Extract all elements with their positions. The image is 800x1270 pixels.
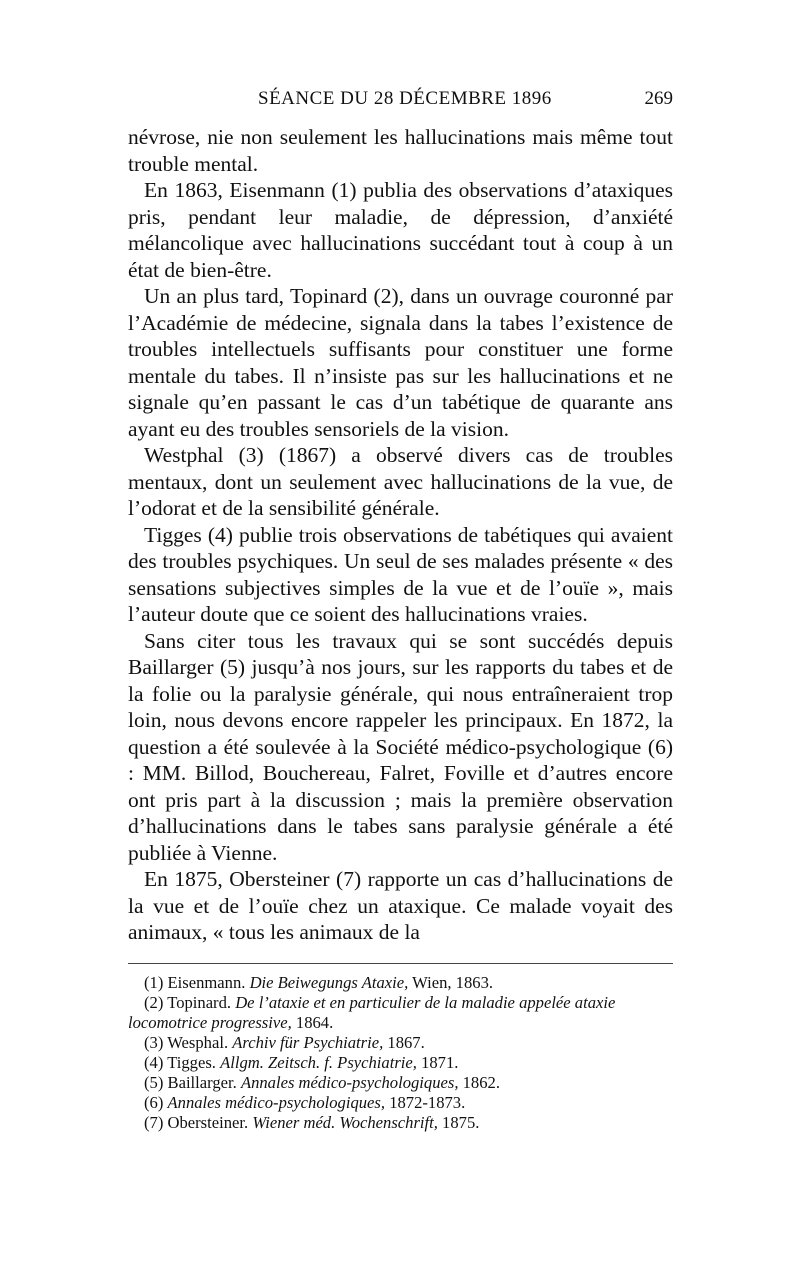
footnote-author: Wesphal. [167, 1033, 229, 1052]
footnote-author: Eisenmann. [167, 973, 246, 992]
footnote-number: (4) [144, 1053, 164, 1072]
footnote-author: Tigges. [167, 1053, 216, 1072]
paragraph: névrose, nie non seulement les hallucinations mais même tout trouble mental. [128, 125, 673, 176]
footnote-author: Topinard. [167, 993, 232, 1012]
footnote-number: (2) [144, 993, 164, 1012]
footnote-title: De l’ataxie et en particulier de la maladie appelée ataxie locomotrice progressive, [128, 993, 616, 1032]
footnote-title: Wiener méd. Wochenschrift, [252, 1113, 438, 1132]
paragraph: En 1863, Eisenmann (1) publia des observations d’ataxiques pris, pendant leur maladie, de dépression, d’anxiété mélancolique avec hallucinations succédant tout à coup à un état de bien-être. [128, 178, 673, 282]
footnote-number: (6) [144, 1093, 164, 1112]
footnote-rest: 1864. [295, 1013, 334, 1032]
footnote [128, 993, 673, 1033]
footnote-title: Allgm. Zeitsch. f. Psychiatrie, [220, 1053, 417, 1072]
footnote-title: Archiv für Psychiatrie, [232, 1033, 384, 1052]
footnote-rest: 1872-1873. [389, 1093, 466, 1112]
footnote-rest: 1875. [442, 1113, 480, 1132]
footnote-rest: 1862. [462, 1073, 500, 1092]
footnote-number: (3) [144, 1033, 164, 1052]
paragraph: Sans citer tous les travaux qui se sont succédés depuis Baillarger (5) jusqu’à nos jours, sur les rapports du tabes et de la folie ou la paralysie générale, qui nous entraîneraient trop loin, nous devons encore rappeler les principaux. En 1872, la question a été soulevée à la Société médico-psychologique (6) : MM. Billod, Bouchereau, Falret, Foville et d’autres encore ont pris part à la discussion ; mais la première observation d’hallucinations dans le tabes sans paralysie générale a été publiée à Vienne. [128, 628, 673, 865]
footnote [128, 973, 673, 993]
footnote [128, 1033, 673, 1053]
paragraph: Westphal (3) (1867) a observé divers cas de troubles mentaux, dont un seulement avec hallucinations de la vue, de l’odorat et de la sensibilité générale. [128, 443, 673, 520]
footnote-rest: 1867. [387, 1033, 425, 1052]
footnote-rule [128, 963, 673, 964]
footnote [128, 1113, 673, 1133]
body-text [128, 124, 673, 946]
footnote-number: (1) [144, 973, 164, 992]
paragraph: En 1875, Obersteiner (7) rapporte un cas d’hallucinations de la vue et de l’ouïe chez un ataxique. Ce malade voyait des animaux, « tous les animaux de la [128, 867, 673, 944]
running-head [128, 88, 673, 118]
paragraph: Tigges (4) publie trois observations de tabétiques qui avaient des troubles psychiques. Un seul de ses malades présente « des sensations subjectives simples de la vue et de l’ouïe », mais l’auteur doute que ce soient des hallucinations vraies. [128, 522, 673, 626]
footnote-rest: 1871. [421, 1053, 459, 1072]
footnote-author: Obersteiner. [167, 1113, 249, 1132]
page-number: 269 [644, 88, 673, 109]
footnote-rest: Wien, 1863. [412, 973, 494, 992]
footnote-author: Baillarger. [167, 1073, 237, 1092]
footnote-title: Die Beiwegungs Ataxie, [249, 973, 409, 992]
footnote [128, 1053, 673, 1073]
footnote [128, 1073, 673, 1093]
paragraph: Un an plus tard, Topinard (2), dans un ouvrage couronné par l’Académie de médecine, signala dans la tabes l’existence de troubles intellectuels suffisants pour constituer une forme mentale du tabes. Il n’insiste pas sur les hallucinations et ne signale qu’en passant le cas d’un tabétique de quarante ans ayant eu des troubles sensoriels de la vision. [128, 284, 673, 441]
footnote-number: (5) [144, 1073, 164, 1092]
footnote-title: Annales médico-psychologiques, [167, 1093, 386, 1112]
running-title: SÉANCE DU 28 DÉCEMBRE 1896 [258, 88, 552, 109]
footnote-title: Annales médico-psychologiques, [240, 1073, 459, 1092]
footnote-number: (7) [144, 1113, 164, 1132]
footnotes [128, 973, 673, 1133]
footnote [128, 1093, 673, 1113]
